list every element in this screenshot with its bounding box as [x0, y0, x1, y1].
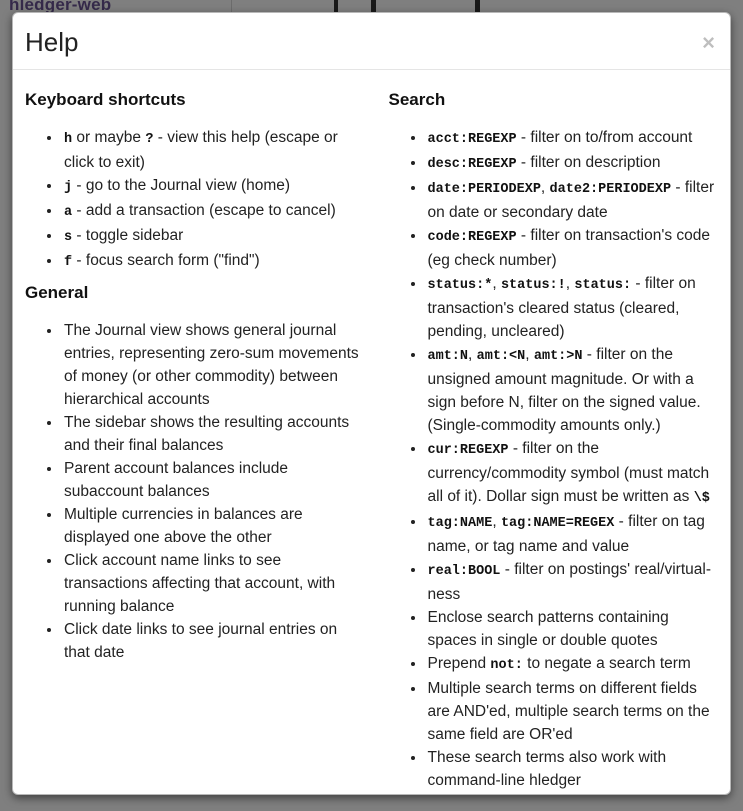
- modal-title: Help: [25, 27, 79, 57]
- help-list-item: • j - go to the Journal view (home): [62, 174, 366, 199]
- section-heading: Search: [388, 90, 446, 109]
- section-heading: General: [25, 283, 89, 302]
- help-modal: [12, 12, 731, 795]
- code-token: status:: [574, 278, 632, 293]
- help-list-item: • amt:N, amt:<N, amt:>N - filter on the unsigned amount magnitude. Or with a sign before N, filter on the signed value. (Single-commodity amounts only.): [426, 343, 719, 437]
- help-list-item: • The Journal view shows general journal entries, representing zero-sum movements of money (or other commodity) between hierarchical accounts: [62, 319, 366, 411]
- help-list-item: • a - add a transaction (escape to cancel): [62, 199, 366, 224]
- code-token: s: [64, 230, 73, 245]
- close-icon[interactable]: ×: [702, 30, 715, 55]
- help-list: [25, 319, 366, 664]
- code-token: a: [64, 205, 73, 220]
- help-list-item: • cur:REGEXP - filter on the currency/commodity symbol (must match all of it). Dollar sign must be written as \$: [426, 437, 719, 510]
- code-token: amt:>N: [533, 349, 583, 364]
- help-list-item: • Multiple search terms on different fields are AND'ed, multiple search terms on the same field are OR'ed: [426, 677, 719, 746]
- code-token: amt:N: [427, 349, 469, 364]
- code-token: not:: [490, 658, 523, 673]
- help-list-item: • Prepend not: to negate a search term: [426, 652, 719, 677]
- help-list: [389, 126, 719, 792]
- code-token: \$: [693, 491, 710, 506]
- help-list-item: • s - toggle sidebar: [62, 224, 366, 249]
- code-token: h: [64, 132, 73, 147]
- help-list-item: • The sidebar shows the resulting accounts and their final balances: [62, 411, 366, 457]
- code-token: f: [64, 255, 73, 270]
- code-token: status:!: [500, 278, 566, 293]
- help-list-item: • f - focus search form ("find"): [62, 249, 366, 274]
- help-column-left: [25, 89, 372, 795]
- code-token: j: [64, 180, 73, 195]
- code-token: acct:REGEXP: [427, 132, 517, 147]
- help-list-item: • Multiple currencies in balances are displayed one above the other: [62, 503, 366, 549]
- help-list-item: • h or maybe ? - view this help (escape or click to exit): [62, 126, 366, 174]
- code-token: date2:PERIODEXP: [549, 182, 672, 197]
- code-token: status:*: [427, 278, 493, 293]
- code-token: date:PERIODEXP: [427, 182, 541, 197]
- modal-header: [13, 13, 730, 70]
- help-list-item: • These search terms also work with command-line hledger: [426, 746, 719, 792]
- help-list: [25, 126, 366, 274]
- help-list-item: • desc:REGEXP - filter on description: [426, 151, 719, 176]
- help-list-item: • Parent account balances include subaccount balances: [62, 457, 366, 503]
- code-token: ?: [145, 132, 154, 147]
- section-heading: Keyboard shortcuts: [25, 90, 186, 109]
- help-list-item: • Click account name links to see transactions affecting that account, with running balance: [62, 549, 366, 618]
- code-token: tag:NAME=REGEX: [500, 516, 615, 531]
- help-list-item: • Click date links to see journal entries on that date: [62, 618, 366, 664]
- code-token: real:BOOL: [427, 564, 501, 579]
- help-list-item: • tag:NAME, tag:NAME=REGEX - filter on tag name, or tag name and value: [426, 510, 719, 558]
- code-token: tag:NAME: [427, 516, 493, 531]
- help-list-item: • date:PERIODEXP, date2:PERIODEXP - filter on date or secondary date: [426, 176, 719, 224]
- help-list-item: • status:*, status:!, status: - filter on transaction's cleared status (cleared, pending, uncleared): [426, 272, 719, 343]
- help-list-item: • Enclose search patterns containing spaces in single or double quotes: [426, 606, 719, 652]
- code-token: code:REGEXP: [427, 230, 517, 245]
- code-token: desc:REGEXP: [427, 157, 517, 172]
- code-token: cur:REGEXP: [427, 443, 509, 458]
- help-column-right: [372, 89, 719, 795]
- help-list-item: • code:REGEXP - filter on transaction's code (eg check number): [426, 224, 719, 272]
- code-token: amt:<N: [476, 349, 526, 364]
- help-list-item: • real:BOOL - filter on postings' real/virtual-ness: [426, 558, 719, 606]
- help-list-item: • acct:REGEXP - filter on to/from account: [426, 126, 719, 151]
- modal-body: [13, 70, 730, 795]
